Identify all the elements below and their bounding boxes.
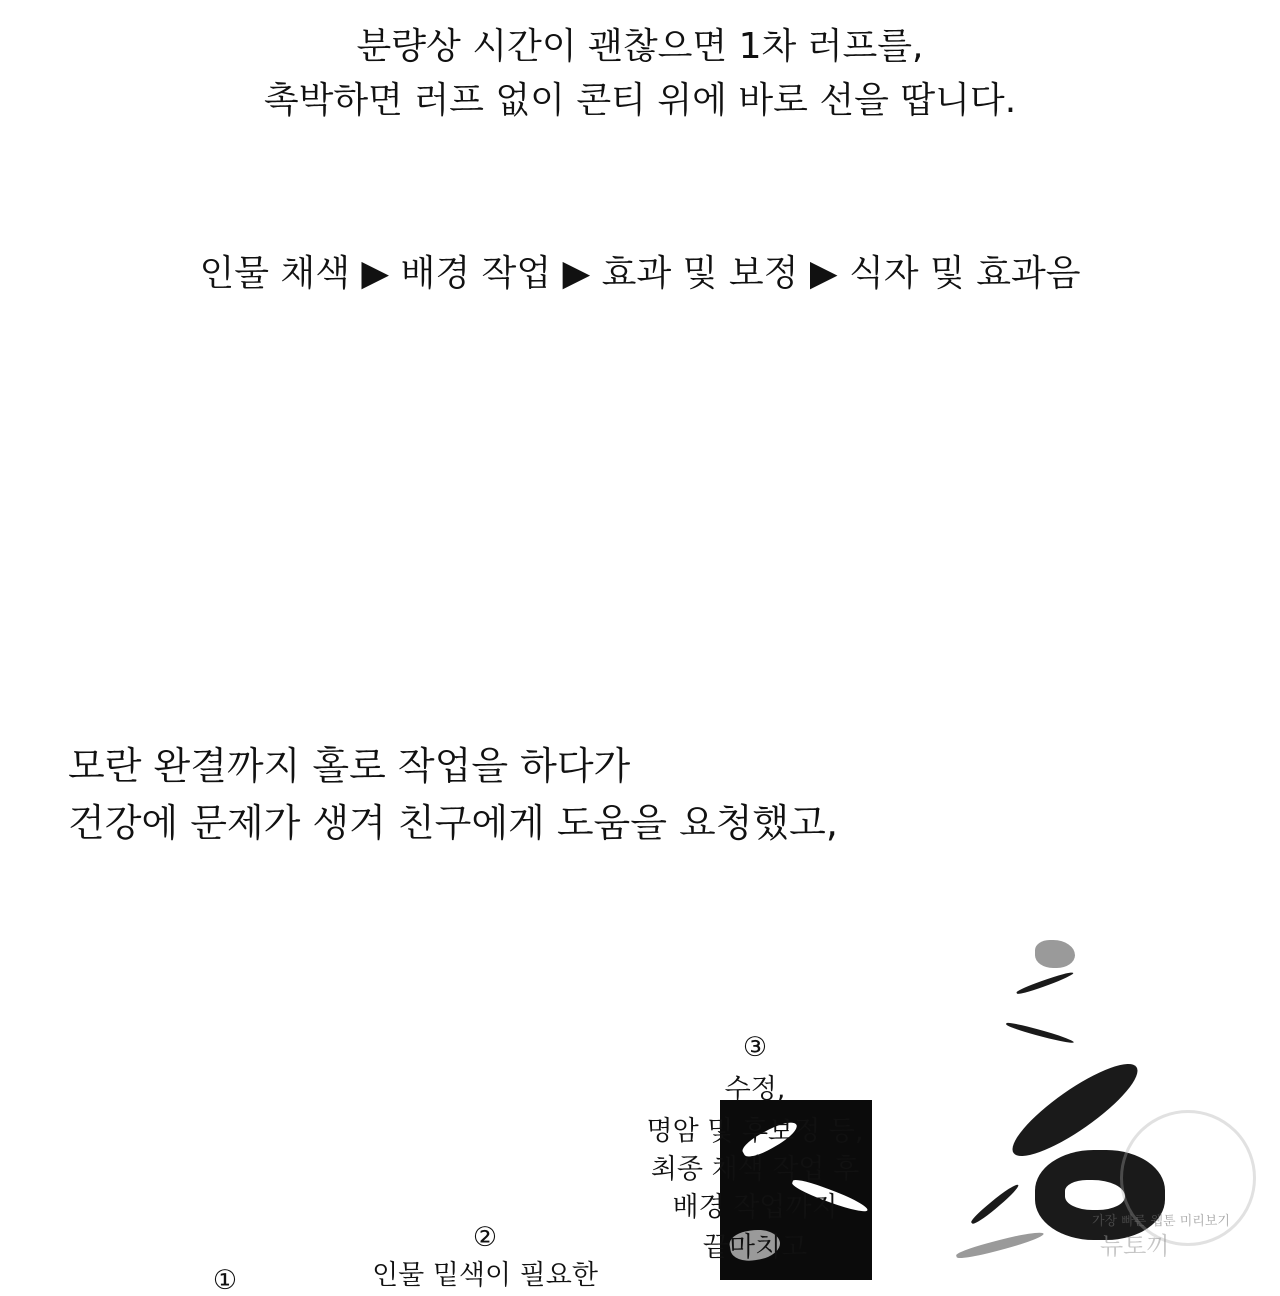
step-2-marker: ②	[472, 1222, 498, 1253]
step-3-line-4: 배경 작업까지	[672, 1192, 838, 1223]
step-3-line-2: 명암 및 후보정 등,	[646, 1116, 864, 1147]
step-3-line-3: 최종 채색 작업 후	[650, 1154, 860, 1185]
story-line-2: 건강에 문제가 생겨 친구에게 도움을 요청했고,	[68, 801, 838, 845]
step-1-marker: ①	[212, 1265, 238, 1296]
step-3-line-5: 끝마치고	[702, 1232, 808, 1263]
watermark-caption: 가장 빠른 웹툰 미리보기	[1092, 1214, 1230, 1229]
watermark-logo: 뉴토끼	[1100, 1232, 1170, 1260]
intro-line-2: 촉박하면 러프 없이 콘티 위에 바로 선을 땁니다.	[263, 80, 1017, 121]
workflow-steps: 인물 채색 ▶ 배경 작업 ▶ 효과 및 보정 ▶ 식자 및 효과음	[199, 253, 1081, 294]
intro-line-1: 분량상 시간이 괜찮으면 1차 러프를,	[356, 26, 924, 67]
step-2-line-1: 인물 밑색이 필요한	[372, 1260, 598, 1291]
step-3-marker: ③	[742, 1032, 768, 1063]
story-line-1: 모란 완결까지 홀로 작업을 하다가	[68, 744, 631, 788]
step-3-line-1: 수정,	[724, 1074, 786, 1105]
